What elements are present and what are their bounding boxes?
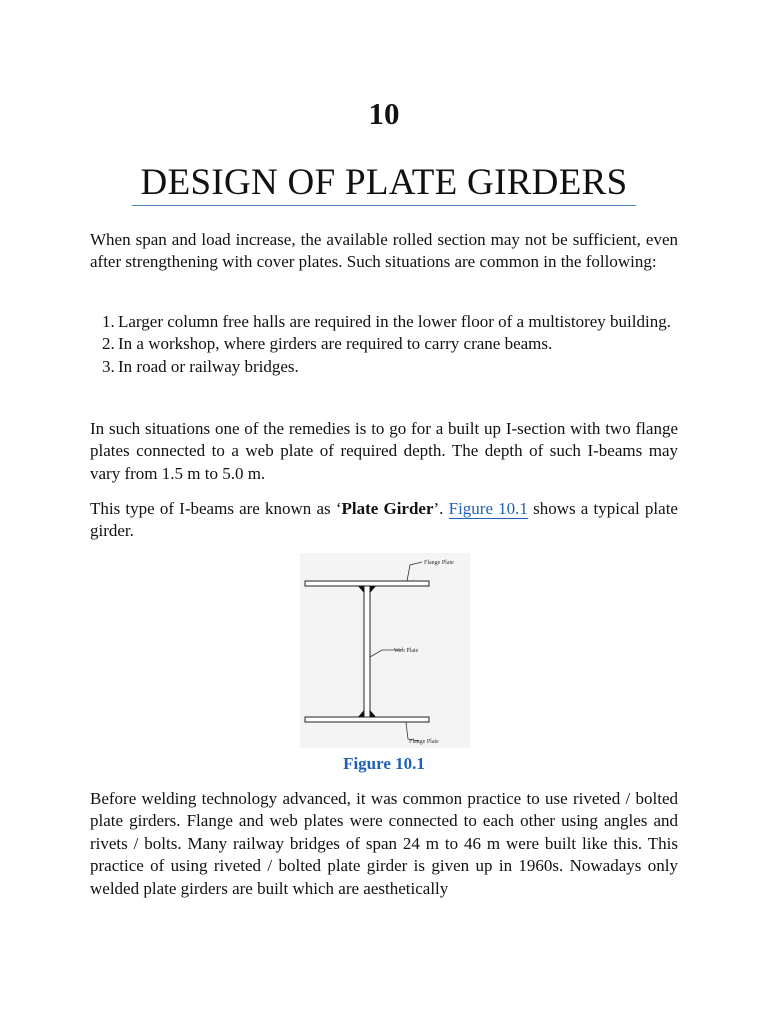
history-paragraph: Before welding technology advanced, it was common practice to use riveted / bolted plate girders. Flange and web plates were connected to each other using angles and rivets / bolts. Many railway bridges of span 24 m to 46 m were built like this. This practice of using riveted / bolted plate girder is given up in 1960s. Nowadays only welded plate girders are built which are aesthetically: [90, 789, 678, 898]
chapter-number: 10: [368, 96, 400, 131]
text-after-link: shows a typical plate girder.: [90, 499, 678, 541]
intro-paragraph: When span and load increase, the available rolled section may not be sufficient, even after strengthening with cover plates. Such situations are common in the following:: [90, 230, 678, 272]
plate-girder-paragraph: [90, 498, 678, 543]
figure-caption: Figure 10.1: [343, 754, 425, 773]
list-item-text: In a workshop, where girders are required to carry crane beams.: [118, 334, 553, 354]
chapter-title: DESIGN OF PLATE GIRDERS: [140, 162, 628, 203]
list-item-number: 3.: [102, 356, 115, 376]
figure-link[interactable]: Figure 10.1: [448, 499, 528, 518]
list-item: [90, 333, 678, 355]
top-flange-plate: [305, 581, 429, 586]
list-item-text: Larger column free halls are required in the lower floor of a multistorey building.: [118, 312, 671, 331]
bottom-flange-label: Flange Plate: [409, 739, 439, 745]
list-item: [90, 311, 678, 333]
remedy-paragraph: In such situations one of the remedies is to go for a built up I-section with two flange plates connected to a web plate of required depth. The depth of such I-beams may vary from 1.5 m to 5.0 m.: [90, 419, 678, 483]
plate-girder-diagram: [300, 553, 470, 748]
web-plate: [364, 586, 370, 717]
web-plate-label: Web Plate: [394, 648, 419, 654]
situations-list: [90, 311, 678, 378]
top-flange-label: Flange Plate: [424, 560, 454, 566]
list-item: [90, 356, 678, 378]
text-before-term: This type of I-beams are known as ‘: [90, 499, 342, 518]
plate-girder-term: Plate Girder: [341, 499, 434, 518]
list-item-number: 2.: [102, 334, 115, 354]
list-item-text: In road or railway bridges.: [118, 356, 299, 376]
plate-girder-figure: [300, 553, 470, 748]
bottom-flange-plate: [305, 717, 429, 722]
list-item-number: 1.: [102, 312, 115, 331]
title-underline: [132, 205, 636, 206]
text-after-term: ’.: [433, 499, 449, 518]
